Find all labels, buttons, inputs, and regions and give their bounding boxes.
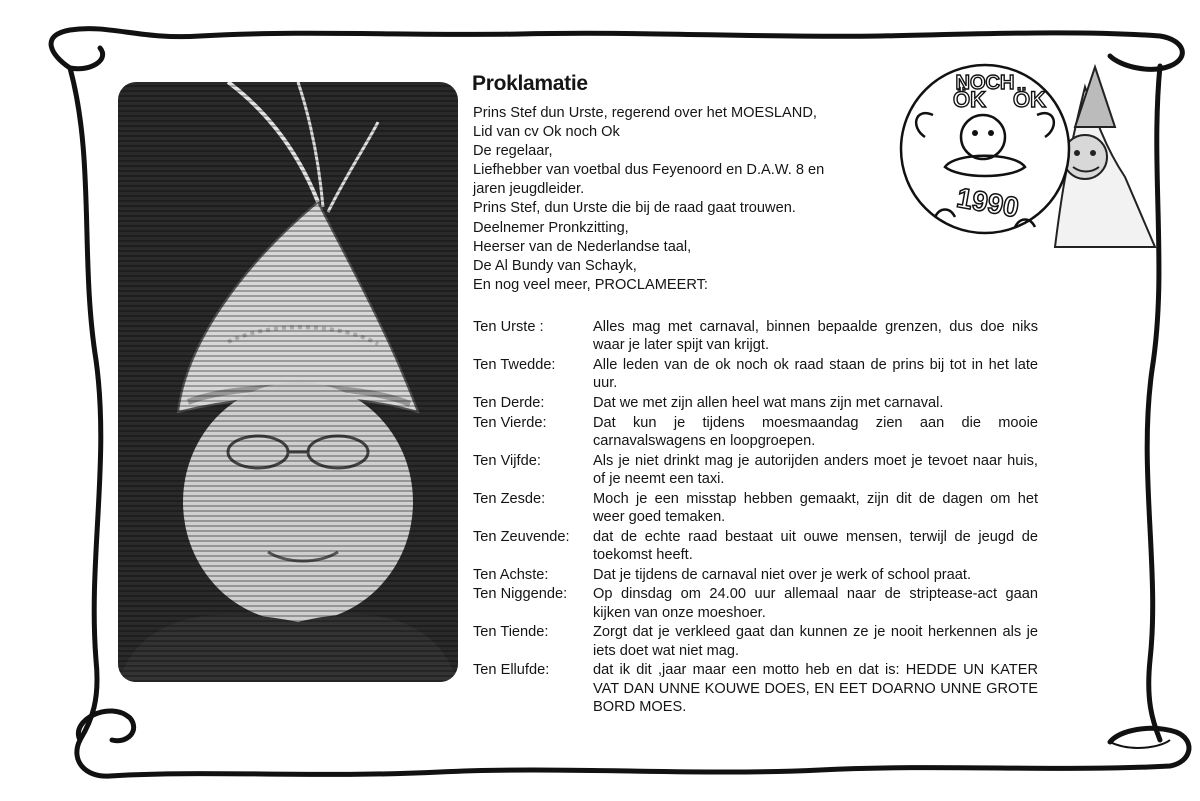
- proclamation-list: [473, 318, 1038, 718]
- item-text: Alles mag met carnaval, binnen bepaalde grenzen, dus doe niks waar je later spijt van krijgt.: [593, 319, 1038, 354]
- logo-noch: NOCH: [955, 72, 1015, 94]
- item-label: Ten Achste:: [473, 566, 549, 583]
- item-text: Dat je tijdens de carnaval niet over je werk of school praat.: [593, 566, 972, 583]
- intro-line: Prins Stef, dun Urste die bij de raad gaat trouwen.: [473, 200, 796, 217]
- item-text: Op dinsdag om 24.00 uur allemaal naar de striptease-act gaan kijken van onze moeshoer.: [593, 586, 1038, 621]
- intro-block: [473, 104, 893, 295]
- intro-line: Lid van cv Ok noch Ok: [473, 124, 620, 141]
- logo-year: 1990: [954, 181, 1022, 224]
- intro-line: Deelnemer Pronkzitting,: [473, 219, 629, 236]
- list-item: [473, 490, 1038, 527]
- item-label: Ten Twedde:: [473, 357, 556, 373]
- item-label: Ten Zeuvende:: [473, 528, 570, 545]
- item-text: Als je niet drinkt mag je autorijden anders moet je tevoet naar huis, of je neemt een taxi.: [593, 452, 1038, 487]
- item-label: Ten Niggende:: [473, 586, 568, 603]
- logo-ok-left: ÖK: [953, 87, 986, 112]
- intro-line: De regelaar,: [473, 143, 553, 160]
- intro-line: Heerser van de Nederlandse taal,: [473, 238, 692, 255]
- item-label: Ten Urste :: [473, 319, 544, 335]
- intro-line: En nog veel meer, PROCLAMEERT:: [473, 276, 708, 293]
- list-item: [473, 414, 1038, 451]
- item-label: Ten Ellufde:: [473, 662, 550, 679]
- intro-line: De Al Bundy van Schayk,: [473, 257, 637, 274]
- item-text: Dat kun je tijdens moesmaandag zien aan die mooie carnavalswagens en loopgroepen.: [593, 414, 1038, 449]
- list-item: [473, 528, 1038, 565]
- club-logo: [895, 57, 1175, 257]
- item-text: Alle leden van de ok noch ok raad staan de prins bij tot in het late uur.: [593, 357, 1038, 392]
- list-item: [473, 661, 1038, 716]
- item-label: Ten Vierde:: [473, 414, 547, 431]
- item-text: dat ik dit ,jaar maar een motto heb en dat is: HEDDE UN KATER VAT DAN UNNE KOUWE DOES, EN EET DOARNO UNNE GROTE BORD MOES.: [593, 662, 1038, 715]
- list-item: [473, 318, 1038, 355]
- logo-ok-right: ÖK: [1013, 87, 1046, 112]
- proclamation-title: Proklamatie: [472, 72, 588, 95]
- item-text: Moch je een misstap hebben gemaakt, zijn dit de dagen om het weer goed temaken.: [593, 490, 1038, 525]
- prince-photo: [118, 82, 458, 682]
- item-text: dat de echte raad bestaat uit ouwe mensen, terwijl de jeugd de toekomst heeft.: [593, 528, 1038, 563]
- list-item: [473, 623, 1038, 660]
- item-label: Ten Derde:: [473, 395, 545, 411]
- item-label: Ten Vijfde:: [473, 452, 541, 469]
- intro-line: Liefhebber van voetbal dus Feyenoord en D.A.W. 8 en: [473, 162, 825, 179]
- intro-line: jaren jeugdleider.: [473, 181, 585, 198]
- list-item: [473, 356, 1038, 393]
- list-item: [473, 566, 1038, 584]
- item-label: Ten Zesde:: [473, 490, 546, 507]
- item-text: Dat we met zijn allen heel wat mans zijn met carnaval.: [593, 395, 944, 411]
- intro-line: Prins Stef dun Urste, regerend over het MOESLAND,: [473, 105, 817, 121]
- list-item: [473, 452, 1038, 489]
- list-item: [473, 394, 1038, 412]
- list-item: [473, 585, 1038, 622]
- item-text: Zorgt dat je verkleed gaat dan kunnen ze je nooit herkennen als je iets doet wat niet mag.: [593, 624, 1038, 659]
- item-label: Ten Tiende:: [473, 624, 549, 641]
